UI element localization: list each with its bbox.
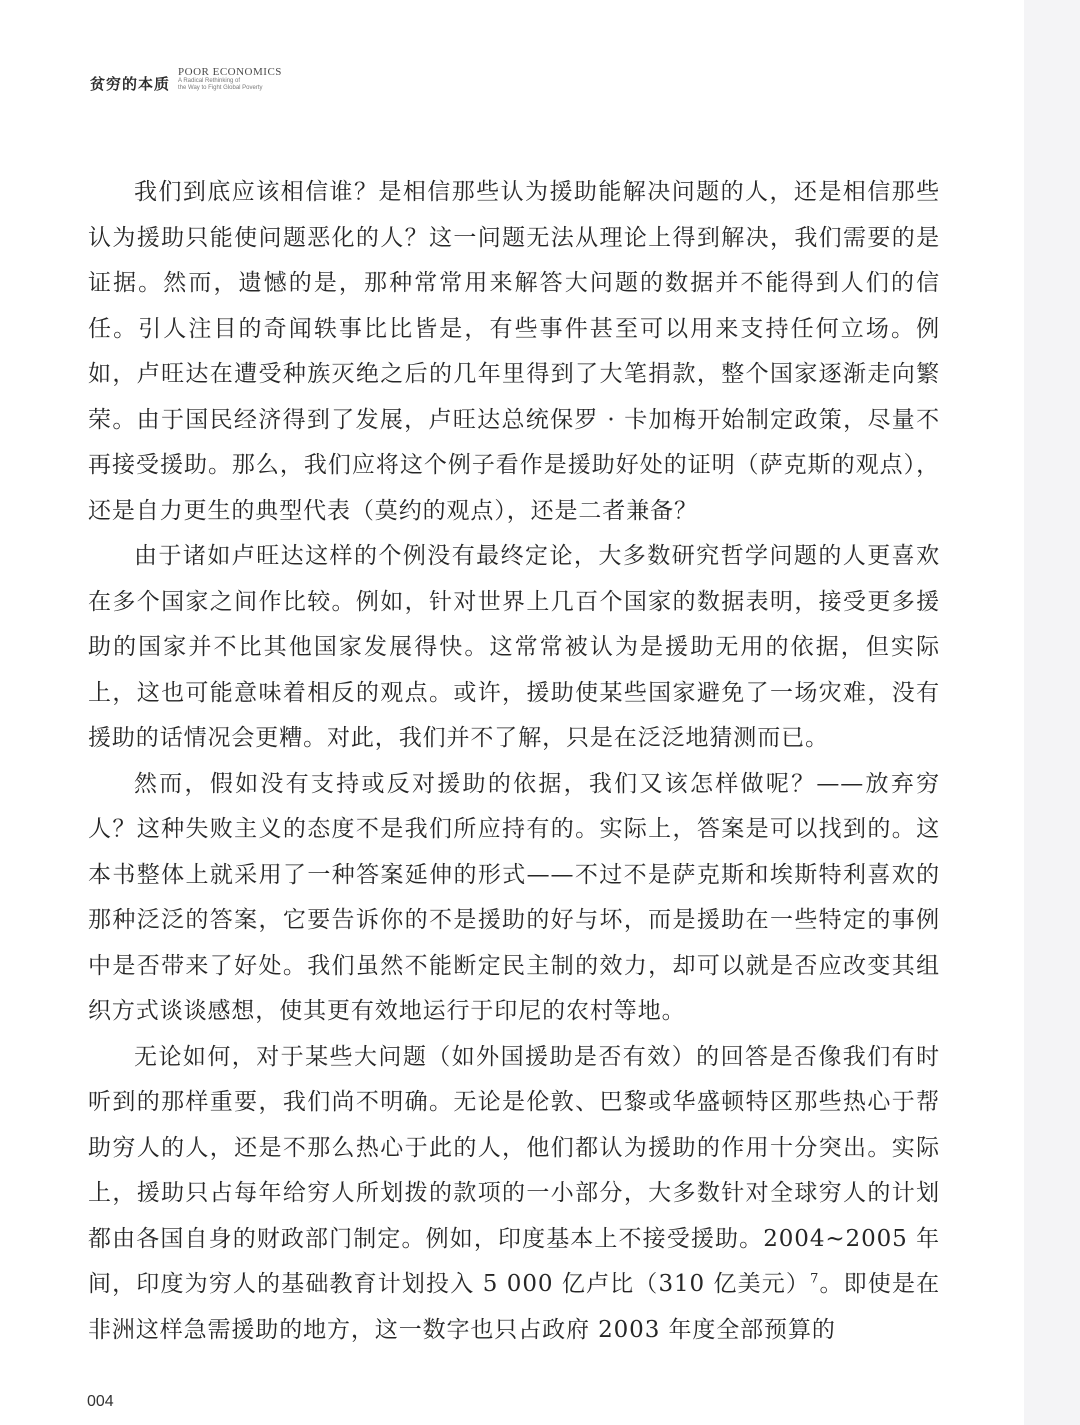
book-subtitle-line-2: the Way to Fight Global Poverty <box>178 85 263 91</box>
book-title-en: POOR ECONOMICS <box>178 66 282 78</box>
body-text <box>88 170 940 1353</box>
paragraph-1: 我们到底应该相信谁？是相信那些认为援助能解决问题的人，还是相信那些认为援助只能使问题恶化的人？这一问题无法从理论上得到解决，我们需要的是证据。然而，遗憾的是，那种常常用来解答大问题的数据并不能得到人们的信任。引人注目的奇闻轶事比比皆是，有些事件甚至可以用来支持任何立场。例如，卢旺达在遭受种族灭绝之后的几年里得到了大笔捐款，整个国家逐渐走向繁荣。由于国民经济得到了发展，卢旺达总统保罗 · 卡加梅开始制定政策，尽量不再接受援助。那么，我们应将这个例子看作是援助好处的证明（萨克斯的观点），还是自力更生的典型代表（莫约的观点），还是二者兼备？ <box>88 179 940 524</box>
paragraph-4-text: 无论如何，对于某些大问题（如外国援助是否有效）的回答是否像我们有时听到的那样重要，我们尚不明确。无论是伦敦、巴黎或华盛顿特区那些热心于帮助穷人的人，还是不那么热心于此的人，他们都认为援助的作用十分突出。实际上，援助只占每年给穷人所划拨的款项的一小部分，大多数针对全球穷人的计划都由各国自身的财政部门制定。例如，印度基本上不接受援助。2004~2005 年间，印度为穷人的基础教育计划投入 5 000 亿卢比（310 亿美元） <box>88 1043 940 1297</box>
viewer-side-margin <box>1024 0 1080 1425</box>
paragraph-4 <box>88 1035 940 1354</box>
running-header <box>90 66 282 102</box>
footnote-marker: 7 <box>810 1271 820 1287</box>
page-number: 004 <box>87 1393 114 1410</box>
paragraph-4-text-continued: 。即使是在非洲这样急需援助的地方，这一数字也只占政府 2003 年度全部预算的 <box>88 1271 940 1343</box>
book-subtitle-line-1: A Radical Rethinking of <box>178 78 241 84</box>
paragraph-2: 由于诸如卢旺达这样的个例没有最终定论，大多数研究哲学问题的人更喜欢在多个国家之间作比较。例如，针对世界上几百个国家的数据表明，接受更多援助的国家并不比其他国家发展得快。这常常被认为是援助无用的依据，但实际上，这也可能意味着相反的观点。或许，援助使某些国家避免了一场灾难，没有援助的话情况会更糟。对此，我们并不了解，只是在泛泛地猜测而已。 <box>88 543 940 751</box>
paragraph-3: 然而，假如没有支持或反对援助的依据，我们又该怎样做呢？——放弃穷人？这种失败主义的态度不是我们所应持有的。实际上，答案是可以找到的。这本书整体上就采用了一种答案延伸的形式——不过不是萨克斯和埃斯特利喜欢的那种泛泛的答案，它要告诉你的不是援助的好与坏，而是援助在一些特定的事例中是否带来了好处。我们虽然不能断定民主制的效力，却可以就是否应改变其组织方式谈谈感想，使其更有效地运行于印尼的农村等地。 <box>88 770 940 1024</box>
book-title-en-block <box>178 66 282 92</box>
book-title-cn: 贫穷的本质 <box>90 75 171 93</box>
